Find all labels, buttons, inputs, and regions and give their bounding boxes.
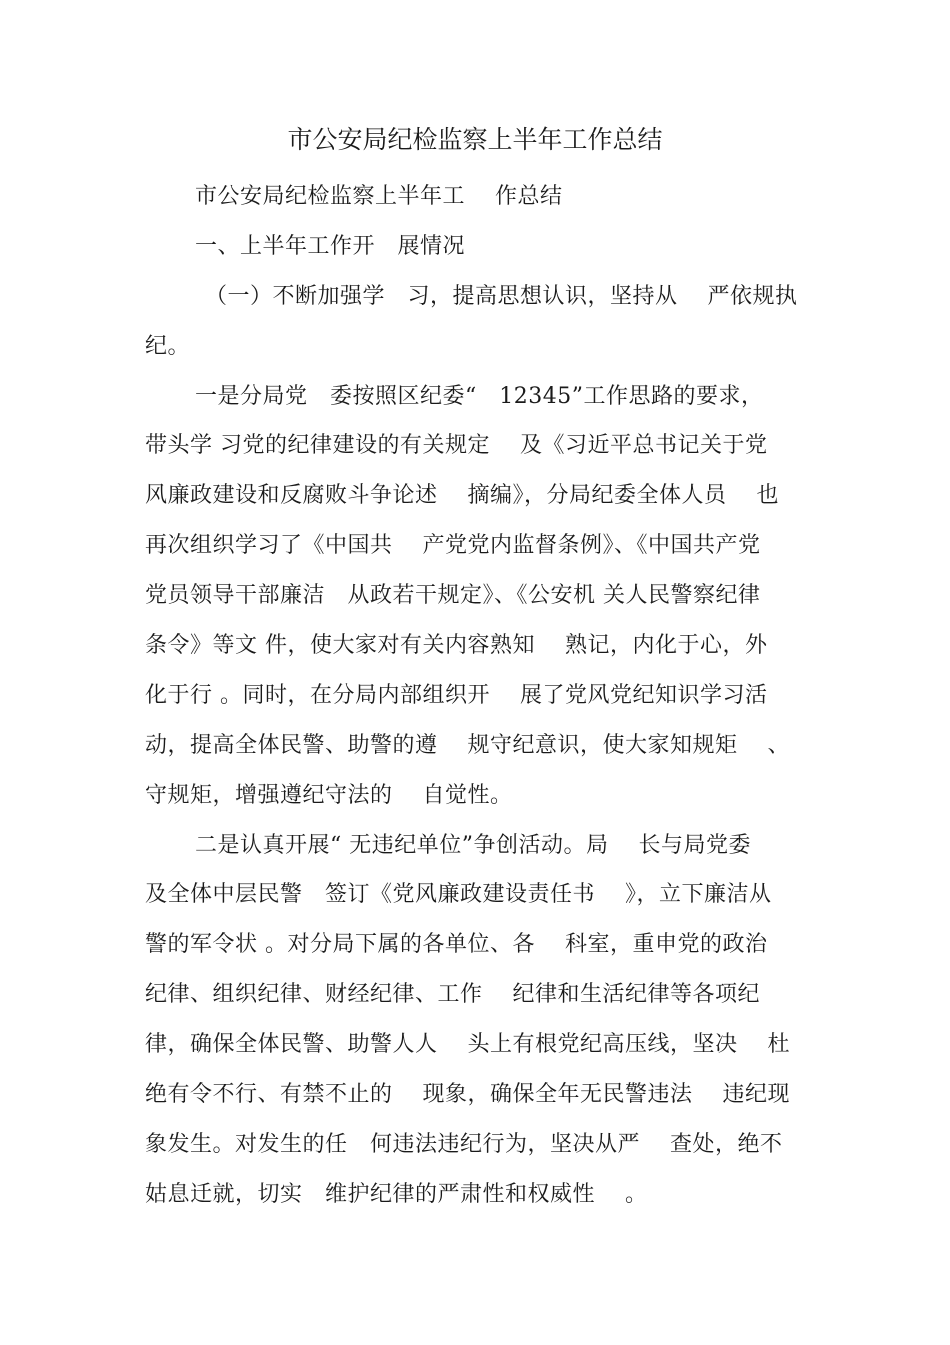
line-text: （一）不断加强学 习，提高思想认识，坚持从 严依规执 — [205, 283, 798, 309]
text-line — [0, 920, 950, 970]
text-line — [0, 671, 950, 721]
line-text: 象发生。对发生的任 何违法违纪行为，坚决从严 查处，绝不 — [145, 1131, 783, 1157]
line-text: 再次组织学习了《中国共 产党党内监督条例》、《中国共产党 — [145, 533, 761, 559]
text-line — [0, 421, 950, 471]
document-title: 市公安局纪检监察上半年工作总结 — [287, 125, 663, 154]
text-line — [0, 1170, 950, 1220]
text-line — [0, 372, 950, 422]
line-text: 守规矩，增强遵纪守法的 自觉性。 — [145, 782, 513, 808]
line-text: 带头学 习党的纪律建设的有关规定 及《习近平总书记关于党 — [145, 433, 768, 459]
line-text: 风廉政建设和反腐败斗争论述 摘编》，分局纪委全体人员 也 — [145, 483, 779, 509]
text-line — [0, 771, 950, 821]
line-text: 党员领导干部廉洁 从政若干规定》、《公安机 关人民警察纪律 — [145, 583, 761, 609]
text-line — [0, 471, 950, 521]
text-line — [0, 172, 950, 222]
text-line — [0, 1020, 950, 1070]
line-text: 一是分局党 委按照区纪委“ 12345”工作思路的要求， — [195, 383, 764, 409]
text-line — [0, 571, 950, 621]
line-text: 动，提高全体民警、助警的遵 规守纪意识，使大家知规矩 、 — [145, 732, 790, 758]
line-text: 二是认真开展“ 无违纪单位”争创活动。局 长与局党委 — [195, 832, 751, 858]
text-line — [0, 970, 950, 1020]
text-line — [0, 870, 950, 920]
text-line — [0, 222, 950, 272]
text-line — [0, 1120, 950, 1170]
text-line — [0, 322, 950, 372]
line-text: 化于行 。同时，在分局内部组织开 展了党风党纪知识学习活 — [145, 682, 768, 708]
text-line — [0, 721, 950, 771]
line-text: 绝有令不行、有禁不止的 现象，确保全年无民警违法 违纪现 — [145, 1082, 790, 1108]
document-body — [0, 172, 950, 1220]
text-line — [0, 272, 950, 322]
line-text: 纪。 — [145, 333, 191, 359]
line-text: 姑息迁就，切实 维护纪律的严肃性和权威性 。 — [145, 1181, 648, 1207]
line-text: 一、上半年工作开 展情况 — [195, 233, 466, 259]
text-line — [0, 1070, 950, 1120]
line-text: 警的军令状 。对分局下属的各单位、各 科室，重申党的政治 — [145, 932, 768, 958]
text-line — [0, 521, 950, 571]
line-text: 及全体中层民警 签订《党风廉政建设责任书 》，立下廉洁从 — [145, 882, 772, 908]
text-line — [0, 621, 950, 671]
line-text: 纪律、组织纪律、财经纪律、工作 纪律和生活纪律等各项纪 — [145, 982, 760, 1008]
text-line — [0, 821, 950, 871]
line-text: 律，确保全体民警、助警人人 头上有根党纪高压线，坚决 杜 — [145, 1032, 790, 1058]
line-text: 条令》等文 件，使大家对有关内容熟知 熟记，内化于心，外 — [145, 633, 768, 659]
line-text: 市公安局纪检监察上半年工 作总结 — [195, 184, 563, 209]
